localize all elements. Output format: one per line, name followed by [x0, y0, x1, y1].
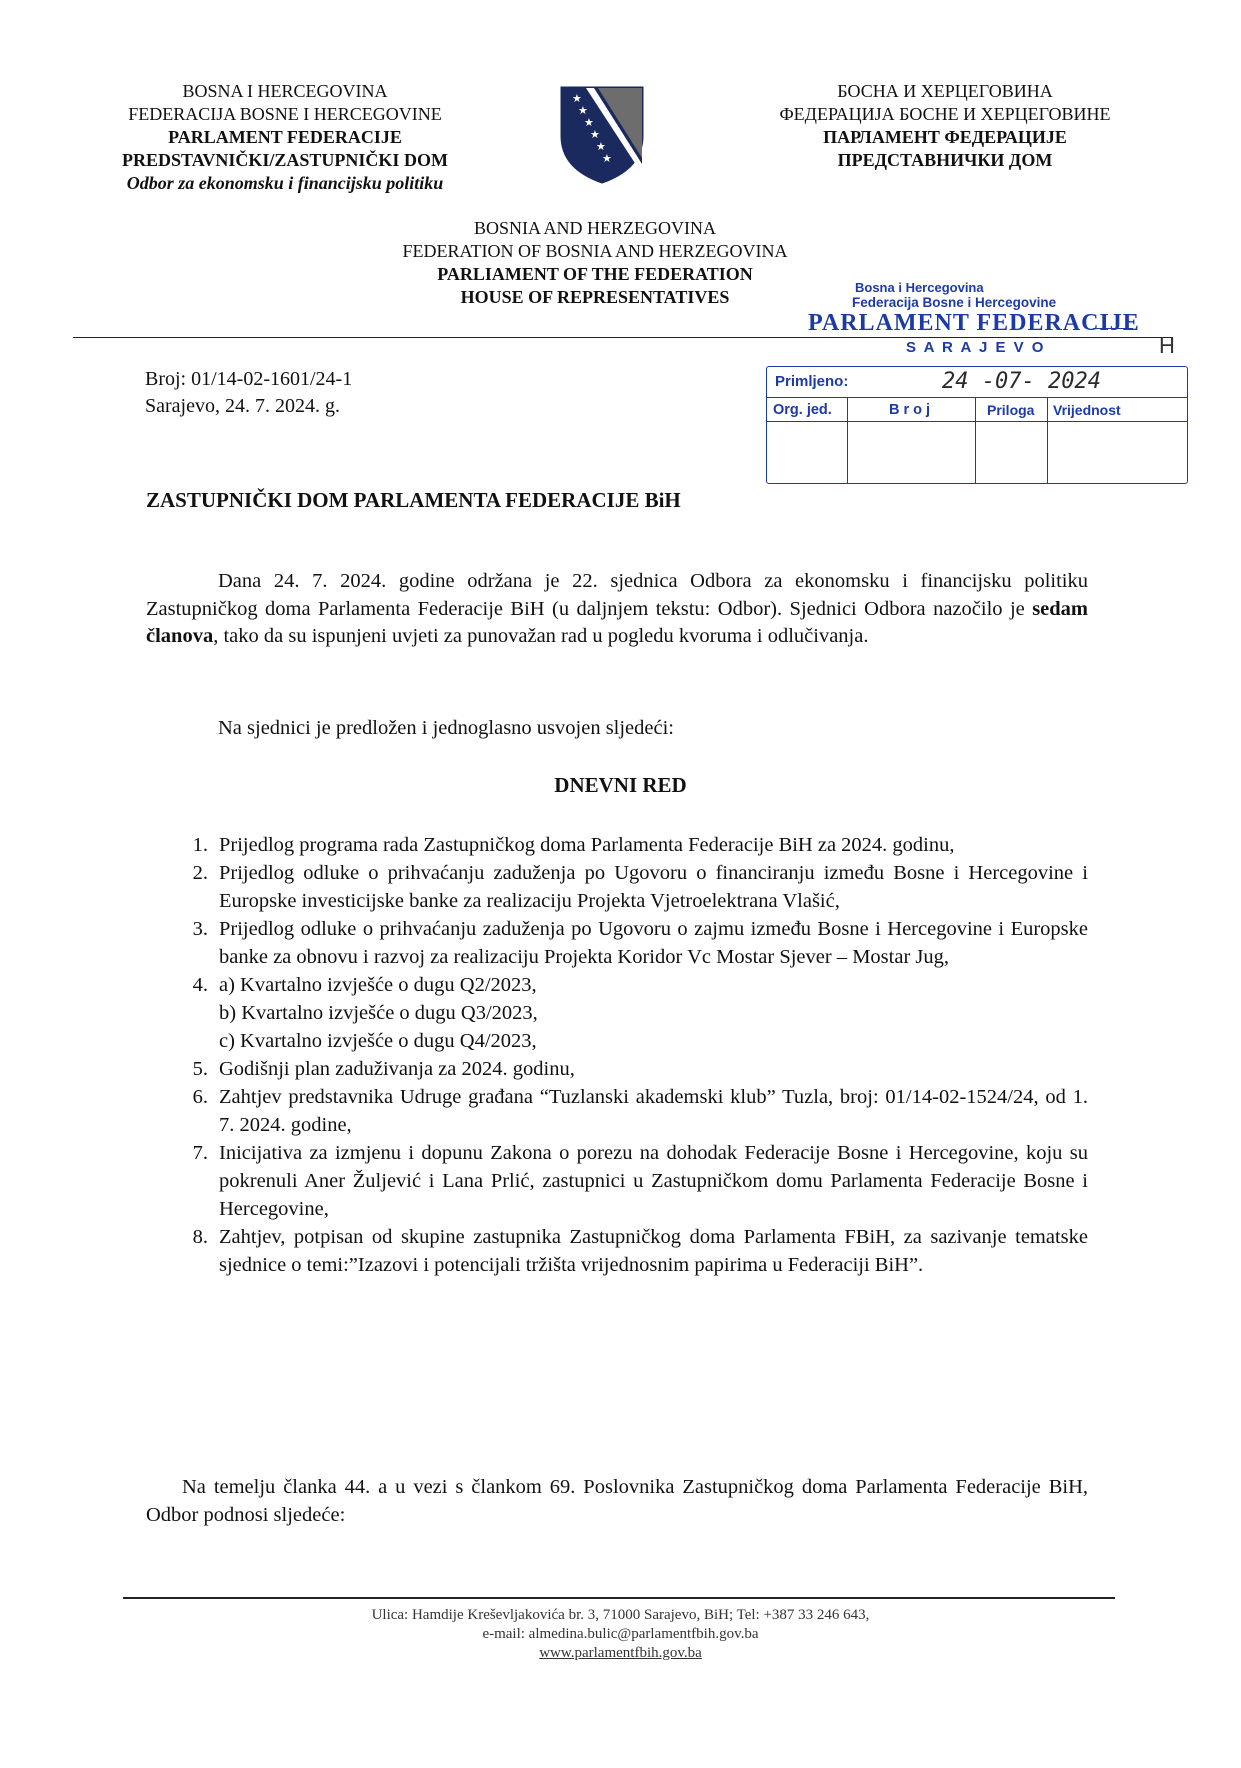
stamp-city: S A R A J E V O	[906, 339, 1046, 356]
svg-text:★: ★	[572, 92, 582, 105]
agenda-item-text: Zahtjev predstavnika Udruge građana “Tuzlanski akademski klub” Tuzla, broj: 01/14-02-1524/24, od 1. 7. 2024. godine,	[219, 1086, 1088, 1136]
footer-website-link[interactable]: www.parlamentfbih.gov.ba	[539, 1645, 702, 1661]
agenda-item	[168, 1083, 1088, 1139]
intro-adopted-text: Na sjednici je predložen i jednoglasno usvojen sljedeći:	[218, 717, 674, 739]
closing-paragraph: Na temelju članka 44. a u vezi s člankom 69. Poslovnika Zastupničkog doma Parlamenta Federacije BiH, Odbor podnosi sljedeće:	[146, 1476, 1088, 1526]
agenda-item	[168, 1055, 1088, 1083]
agenda-item-number: 1.	[192, 834, 208, 856]
received-stamp	[760, 280, 1190, 495]
agenda-item-text: Godišnji plan zaduživanja za 2024. godinu,	[219, 1058, 575, 1080]
coat-of-arms-icon	[556, 82, 648, 186]
footer-divider	[123, 1597, 1115, 1599]
stamp-line3: PARLAMENT FEDERACIJE	[808, 310, 1140, 336]
stamp-received-date: 24 -07- 2024	[942, 369, 1101, 394]
header-left-line4: PREDSTAVNIČKI/ZASTUPNIČKI DOM	[122, 150, 448, 170]
agenda-list	[168, 831, 1088, 1279]
header-left-line1: BOSNA I HERCEGOVINA	[182, 81, 388, 101]
stamp-col-rule	[1047, 397, 1048, 483]
agenda-item-text: Prijedlog odluke o prihvaćanju zaduženja po Ugovoru o financiranju između Bosne i Hercegovine i Europske investicijske banke za realizaciju Projekta Vjetroelektrana Vlašić,	[219, 862, 1088, 912]
svg-text:★: ★	[578, 104, 588, 117]
agenda-item-text: Zahtjev, potpisan od skupine zastupnika Zastupničkog doma Parlamenta FBiH, za sazivanje tematske sjednice o temi:”Izazovi i potencijali tržišta vrijednosnim papirima u Federaciji BiH”.	[219, 1226, 1088, 1276]
stamp-col-org: Org. jed.	[773, 402, 832, 418]
agenda-item-number: 2.	[192, 862, 208, 884]
agenda-item-number: 8.	[192, 1226, 208, 1248]
agenda-subitem-c: c) Kvartalno izvješće o dugu Q4/2023,	[219, 1030, 537, 1052]
header-left-line3: PARLAMENT FEDERACIJE	[168, 127, 402, 147]
svg-text:★: ★	[584, 116, 594, 129]
stamp-row-rule	[767, 397, 1187, 398]
agenda-subitem-a: a) Kvartalno izvješće o dugu Q2/2023,	[219, 974, 537, 996]
stamp-col-priloga: Priloga	[987, 402, 1035, 418]
stamp-rule	[1093, 328, 1133, 329]
stamp-received-label: Primljeno:	[775, 373, 849, 390]
header-left-line2: FEDERACIJA BOSNE I HERCEGOVINE	[128, 104, 442, 124]
header-center-line2: FEDERATION OF BOSNIA AND HERZEGOVINA	[402, 241, 788, 261]
intro-adopted	[218, 715, 1088, 743]
header-right	[720, 80, 1170, 172]
agenda-item	[168, 831, 1088, 859]
stamp-col-rule	[975, 397, 976, 483]
footer	[0, 1606, 1241, 1663]
closing-section	[146, 1474, 1088, 1529]
intro-text-b: , tako da su ispunjeni uvjeti za punovažan rad u pogledu kvoruma i odlučivanja.	[213, 625, 869, 647]
svg-text:★: ★	[596, 140, 606, 153]
addressee: ZASTUPNIČKI DOM PARLAMENTA FEDERACIJE BiH	[146, 488, 681, 512]
document-date: Sarajevo, 24. 7. 2024. g.	[145, 395, 340, 417]
header-center-line1: BOSNIA AND HERZEGOVINA	[474, 218, 716, 238]
agenda-item-text: Inicijativa za izmjenu i dopunu Zakona o porezu na dohodak Federacije Bosne i Hercegovine, koju su pokrenuli Aner Žuljević i Lana Prlić, zastupnici u Zastupničkom domu Parlamenta Federacije Bosne i Hercegovine,	[219, 1142, 1088, 1220]
header-left	[70, 80, 500, 195]
intro-text-bold: sedam članova	[146, 597, 1088, 647]
header-left-line5: Odbor za ekonomsku i financijsku politiku	[126, 173, 444, 193]
footer-email: e-mail: almedina.bulic@parlamentfbih.gov.ba	[482, 1626, 759, 1642]
agenda-item-number: 4.	[192, 974, 208, 996]
agenda-item-number: 6.	[192, 1086, 208, 1108]
agenda-item	[168, 915, 1088, 971]
stamp-row-rule	[767, 421, 1187, 422]
intro-paragraph	[146, 568, 1088, 651]
agenda-item	[168, 1223, 1088, 1279]
footer-address: Ulica: Hamdije Kreševljakovića br. 3, 71000 Sarajevo, BiH; Tel: +387 33 246 643,	[371, 1607, 870, 1623]
agenda-item-text: Prijedlog odluke o prihvaćanju zaduženja po Ugovoru o zajmu između Bosne i Hercegovine i Europske banke za obnovu i razvoj za realizaciju Projekta Koridor Vc Mostar Sjever – Mostar Jug,	[219, 918, 1088, 968]
agenda-item	[168, 859, 1088, 915]
header-right-line4: ПРЕДСТАВНИЧКИ ДОМ	[837, 150, 1053, 170]
agenda-item-number: 3.	[192, 918, 208, 940]
agenda-item-text: Prijedlog programa rada Zastupničkog doma Parlamenta Federacije BiH za 2024. godinu,	[219, 834, 955, 856]
intro-text-a: Dana 24. 7. 2024. godine održana je 22. sjednica Odbora za ekonomsku i financijsku politiku Zastupničkog doma Parlamenta Federacije BiH (u daljnjem tekstu: Odbor). Sjednici Odbora nazočilo je	[146, 570, 1088, 620]
agenda-item	[168, 971, 1088, 1055]
stamp-col-rule	[847, 397, 848, 483]
svg-text:★: ★	[590, 128, 600, 141]
intro-section	[146, 568, 1088, 651]
header-center-line3: PARLIAMENT OF THE FEDERATION	[437, 264, 753, 284]
header-right-line1: БОСНА И ХЕРЦЕГОВИНА	[837, 81, 1053, 101]
stamp-col-vrijednost: Vrijednost	[1053, 402, 1121, 418]
document-meta	[145, 366, 645, 420]
stamp-line2: Federacija Bosne i Hercegovine	[852, 295, 1057, 310]
agenda-item-number: 7.	[192, 1142, 208, 1164]
stamp-col-broj: B r o j	[889, 402, 931, 418]
agenda-subitem-b: b) Kvartalno izvješće o dugu Q3/2023,	[219, 1002, 538, 1024]
stamp-mark: H	[1159, 333, 1175, 358]
stamp-box	[766, 366, 1188, 484]
header-right-line2: ФЕДЕРАЦИЈА БОСНЕ И ХЕРЦЕГОВИНЕ	[779, 104, 1111, 124]
agenda-title: DNEVNI RED	[554, 773, 687, 797]
header-center-line4: HOUSE OF REPRESENTATIVES	[460, 287, 730, 307]
agenda-item-number: 5.	[192, 1058, 208, 1080]
stamp-line1: Bosna i Hercegovina	[855, 280, 984, 295]
document-number: Broj: 01/14-02-1601/24-1	[145, 368, 353, 390]
agenda-item	[168, 1139, 1088, 1223]
svg-text:★: ★	[602, 152, 612, 165]
header-right-line3: ПАРЛАМЕНТ ФЕДЕРАЦИЈЕ	[823, 127, 1067, 147]
